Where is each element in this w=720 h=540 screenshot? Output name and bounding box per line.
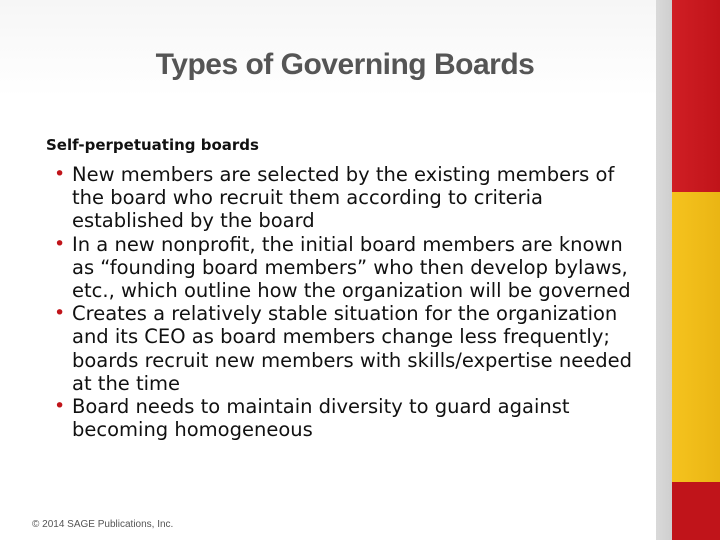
bullet-marker: • [54,232,66,255]
bullet-text: New members are selected by the existing members of the board who recruit them according to criteria established by the board [72,163,615,233]
bullet-text: Board needs to maintain diversity to guard against becoming homogeneous [72,395,570,442]
bullet-text: Creates a relatively stable situation for the organization and its CEO as board members change less frequently; boards recruit new members with skills/expertise needed at the time [72,302,632,395]
bullet-marker: • [54,302,66,325]
slide-title: Types of Governing Boards [155,48,535,81]
bullet-marker: • [54,395,66,418]
copyright-footer: © 2014 SAGE Publications, Inc. [32,519,174,530]
bullet-item [54,395,644,441]
bullet-item [54,302,644,395]
slide-subtitle: Self-perpetuating boards [46,136,259,154]
decorative-gray-strip [656,0,672,540]
bullet-marker: • [54,163,66,185]
bullet-list [54,163,644,441]
bullet-text: In a new nonprofit, the initial board members are known as “founding board members” who then develop bylaws, etc., which outline how the organization will be governed [72,232,631,303]
decorative-red-strip-bottom [672,482,720,540]
bullet-item [54,163,644,233]
bullet-item [54,233,644,303]
